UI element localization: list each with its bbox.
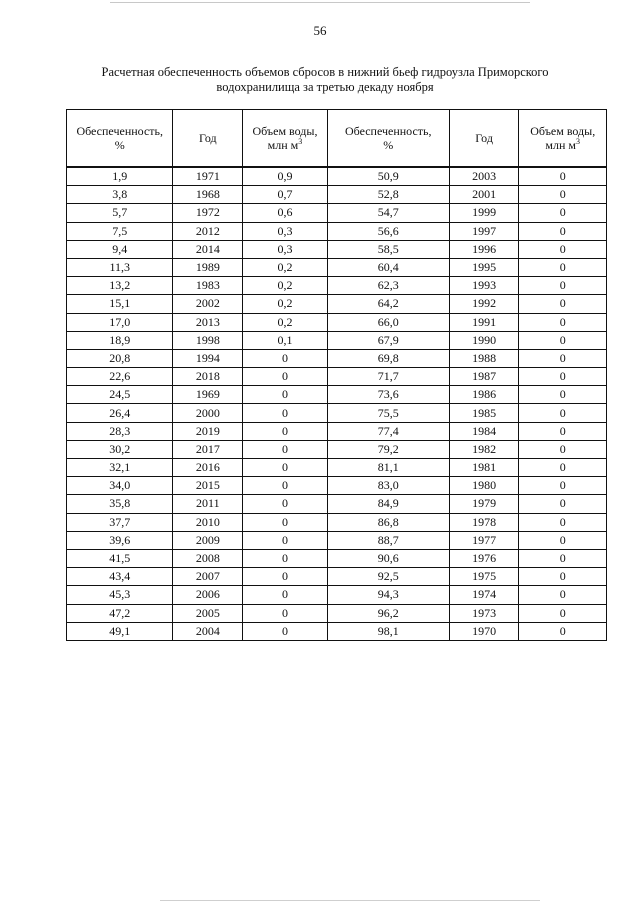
cell-probability-2: 94,3 xyxy=(327,586,449,604)
cell-volume-1: 0,7 xyxy=(243,186,328,204)
cell-volume-1: 0 xyxy=(243,368,328,386)
header-probability-1-line2: % xyxy=(114,138,125,152)
cell-probability-1: 30,2 xyxy=(67,440,173,458)
header-probability-2 xyxy=(327,110,449,168)
cell-probability-2: 69,8 xyxy=(327,349,449,367)
cell-probability-2: 50,9 xyxy=(327,167,449,186)
cell-volume-2: 0 xyxy=(519,368,607,386)
cell-year-2: 2001 xyxy=(449,186,519,204)
table-row xyxy=(67,386,607,404)
cell-probability-1: 43,4 xyxy=(67,568,173,586)
page-top-edge xyxy=(110,2,530,3)
table-row xyxy=(67,477,607,495)
cell-year-1: 1989 xyxy=(173,258,243,276)
cell-volume-1: 0,2 xyxy=(243,277,328,295)
table-row xyxy=(67,204,607,222)
header-volume-1-line2 xyxy=(243,138,327,152)
table-row xyxy=(67,604,607,622)
table-row xyxy=(67,368,607,386)
cell-year-2: 1979 xyxy=(449,495,519,513)
cell-volume-1: 0 xyxy=(243,495,328,513)
cell-probability-2: 62,3 xyxy=(327,277,449,295)
cell-probability-1: 15,1 xyxy=(67,295,173,313)
cell-volume-2: 0 xyxy=(519,295,607,313)
cell-volume-1: 0 xyxy=(243,586,328,604)
cell-probability-1: 45,3 xyxy=(67,586,173,604)
cell-year-1: 2014 xyxy=(173,240,243,258)
cell-year-2: 1984 xyxy=(449,422,519,440)
cell-probability-2: 84,9 xyxy=(327,495,449,513)
cell-volume-2: 0 xyxy=(519,404,607,422)
cell-year-1: 2013 xyxy=(173,313,243,331)
cell-year-1: 1994 xyxy=(173,349,243,367)
cell-year-1: 2010 xyxy=(173,513,243,531)
cell-volume-2: 0 xyxy=(519,477,607,495)
cell-year-1: 2017 xyxy=(173,440,243,458)
cell-year-2: 1970 xyxy=(449,622,519,640)
cell-volume-1: 0 xyxy=(243,513,328,531)
cell-year-1: 1971 xyxy=(173,167,243,186)
cell-volume-1: 0 xyxy=(243,604,328,622)
cell-year-1: 2009 xyxy=(173,531,243,549)
header-probability-1-line1: Обеспеченность, xyxy=(76,124,163,138)
cell-volume-1: 0,2 xyxy=(243,258,328,276)
cell-volume-2: 0 xyxy=(519,495,607,513)
cell-year-1: 1983 xyxy=(173,277,243,295)
table-row xyxy=(67,240,607,258)
cell-probability-2: 98,1 xyxy=(327,622,449,640)
cell-year-2: 1997 xyxy=(449,222,519,240)
cell-volume-1: 0 xyxy=(243,386,328,404)
cell-probability-1: 24,5 xyxy=(67,386,173,404)
cell-year-2: 1987 xyxy=(449,368,519,386)
cell-volume-2: 0 xyxy=(519,586,607,604)
cell-probability-2: 64,2 xyxy=(327,295,449,313)
cell-volume-1: 0 xyxy=(243,404,328,422)
cell-year-1: 1998 xyxy=(173,331,243,349)
table-row xyxy=(67,295,607,313)
header-volume-2 xyxy=(519,110,607,168)
table-row xyxy=(67,349,607,367)
cell-volume-1: 0,9 xyxy=(243,167,328,186)
table-row xyxy=(67,531,607,549)
cell-volume-1: 0 xyxy=(243,477,328,495)
cell-year-1: 2008 xyxy=(173,549,243,567)
cell-probability-1: 13,2 xyxy=(67,277,173,295)
cell-probability-1: 37,7 xyxy=(67,513,173,531)
cell-volume-1: 0,2 xyxy=(243,295,328,313)
cell-volume-2: 0 xyxy=(519,604,607,622)
cell-volume-1: 0 xyxy=(243,622,328,640)
cell-volume-2: 0 xyxy=(519,258,607,276)
cell-probability-2: 56,6 xyxy=(327,222,449,240)
header-year-2: Год xyxy=(449,110,519,168)
table-row xyxy=(67,313,607,331)
cell-volume-1: 0,6 xyxy=(243,204,328,222)
cell-year-2: 1977 xyxy=(449,531,519,549)
cell-year-2: 1976 xyxy=(449,549,519,567)
cell-probability-1: 28,3 xyxy=(67,422,173,440)
page-number: 56 xyxy=(313,23,327,38)
cell-volume-2: 0 xyxy=(519,331,607,349)
cell-year-1: 2002 xyxy=(173,295,243,313)
table-row xyxy=(67,186,607,204)
cell-volume-2: 0 xyxy=(519,622,607,640)
cell-volume-2: 0 xyxy=(519,186,607,204)
table-row xyxy=(67,459,607,477)
cell-volume-2: 0 xyxy=(519,531,607,549)
cell-year-2: 1985 xyxy=(449,404,519,422)
cell-probability-2: 54,7 xyxy=(327,204,449,222)
cell-year-2: 2003 xyxy=(449,167,519,186)
header-volume-1-sup: 3 xyxy=(298,137,303,146)
header-volume-1 xyxy=(243,110,328,168)
cell-year-2: 1980 xyxy=(449,477,519,495)
header-volume-1-line1: Объем воды, xyxy=(252,124,318,138)
cell-volume-2: 0 xyxy=(519,422,607,440)
cell-probability-2: 75,5 xyxy=(327,404,449,422)
cell-probability-2: 79,2 xyxy=(327,440,449,458)
table-row xyxy=(67,586,607,604)
cell-volume-2: 0 xyxy=(519,349,607,367)
cell-probability-1: 7,5 xyxy=(67,222,173,240)
table-row xyxy=(67,331,607,349)
cell-volume-1: 0,3 xyxy=(243,240,328,258)
cell-year-2: 1993 xyxy=(449,277,519,295)
cell-volume-2: 0 xyxy=(519,513,607,531)
table-body xyxy=(67,167,607,640)
header-volume-1-unit: млн м xyxy=(267,138,299,152)
cell-probability-2: 96,2 xyxy=(327,604,449,622)
cell-probability-2: 58,5 xyxy=(327,240,449,258)
cell-probability-2: 86,8 xyxy=(327,513,449,531)
cell-year-1: 2019 xyxy=(173,422,243,440)
cell-probability-1: 18,9 xyxy=(67,331,173,349)
cell-probability-1: 47,2 xyxy=(67,604,173,622)
cell-volume-1: 0 xyxy=(243,349,328,367)
table-row xyxy=(67,167,607,186)
cell-probability-2: 73,6 xyxy=(327,386,449,404)
cell-probability-1: 9,4 xyxy=(67,240,173,258)
cell-volume-2: 0 xyxy=(519,313,607,331)
cell-year-2: 1978 xyxy=(449,513,519,531)
cell-probability-2: 71,7 xyxy=(327,368,449,386)
cell-year-2: 1991 xyxy=(449,313,519,331)
cell-volume-2: 0 xyxy=(519,386,607,404)
table-row xyxy=(67,422,607,440)
title-line-1: Расчетная обеспеченность объемов сбросов в нижний бьеф гидроузла Приморского xyxy=(101,65,549,79)
cell-volume-2: 0 xyxy=(519,459,607,477)
header-volume-2-line1: Объем воды, xyxy=(530,124,596,138)
page-bottom-edge xyxy=(160,900,540,901)
cell-volume-1: 0 xyxy=(243,422,328,440)
cell-year-1: 2006 xyxy=(173,586,243,604)
cell-volume-1: 0 xyxy=(243,531,328,549)
cell-volume-1: 0,3 xyxy=(243,222,328,240)
table-row xyxy=(67,495,607,513)
cell-probability-1: 26,4 xyxy=(67,404,173,422)
cell-year-2: 1992 xyxy=(449,295,519,313)
cell-probability-2: 90,6 xyxy=(327,549,449,567)
cell-volume-1: 0 xyxy=(243,568,328,586)
cell-probability-2: 81,1 xyxy=(327,459,449,477)
cell-volume-2: 0 xyxy=(519,440,607,458)
header-row xyxy=(67,110,607,168)
cell-volume-2: 0 xyxy=(519,167,607,186)
cell-volume-1: 0,2 xyxy=(243,313,328,331)
cell-year-2: 1973 xyxy=(449,604,519,622)
cell-probability-1: 5,7 xyxy=(67,204,173,222)
cell-probability-1: 3,8 xyxy=(67,186,173,204)
header-probability-2-line1: Обеспеченность, xyxy=(344,124,432,138)
cell-probability-1: 11,3 xyxy=(67,258,173,276)
cell-volume-2: 0 xyxy=(519,240,607,258)
table-row xyxy=(67,440,607,458)
cell-year-1: 2015 xyxy=(173,477,243,495)
cell-probability-1: 17,0 xyxy=(67,313,173,331)
cell-probability-1: 49,1 xyxy=(67,622,173,640)
header-year-1: Год xyxy=(173,110,243,168)
header-volume-2-unit: млн м xyxy=(545,138,577,152)
header-volume-2-sup: 3 xyxy=(576,137,581,146)
cell-year-1: 1972 xyxy=(173,204,243,222)
cell-probability-1: 34,0 xyxy=(67,477,173,495)
table-row xyxy=(67,404,607,422)
cell-year-2: 1988 xyxy=(449,349,519,367)
title-line-2: водохранилища за третью декаду ноября xyxy=(216,80,434,94)
table-row xyxy=(67,258,607,276)
cell-year-2: 1981 xyxy=(449,459,519,477)
probability-table xyxy=(66,109,607,641)
cell-probability-2: 60,4 xyxy=(327,258,449,276)
table-row xyxy=(67,622,607,640)
cell-probability-2: 77,4 xyxy=(327,422,449,440)
cell-probability-1: 1,9 xyxy=(67,167,173,186)
cell-volume-1: 0 xyxy=(243,459,328,477)
cell-year-2: 1995 xyxy=(449,258,519,276)
table-row xyxy=(67,513,607,531)
cell-probability-1: 20,8 xyxy=(67,349,173,367)
cell-probability-2: 88,7 xyxy=(327,531,449,549)
cell-volume-2: 0 xyxy=(519,277,607,295)
header-probability-1 xyxy=(67,110,173,168)
cell-year-1: 1969 xyxy=(173,386,243,404)
cell-probability-2: 83,0 xyxy=(327,477,449,495)
cell-year-1: 2016 xyxy=(173,459,243,477)
cell-year-1: 2005 xyxy=(173,604,243,622)
cell-probability-1: 39,6 xyxy=(67,531,173,549)
cell-volume-2: 0 xyxy=(519,568,607,586)
cell-probability-1: 32,1 xyxy=(67,459,173,477)
table-title xyxy=(60,65,590,95)
cell-volume-2: 0 xyxy=(519,222,607,240)
cell-year-1: 2011 xyxy=(173,495,243,513)
cell-year-1: 2012 xyxy=(173,222,243,240)
cell-probability-1: 35,8 xyxy=(67,495,173,513)
cell-volume-1: 0,1 xyxy=(243,331,328,349)
cell-probability-1: 41,5 xyxy=(67,549,173,567)
cell-volume-2: 0 xyxy=(519,549,607,567)
cell-volume-1: 0 xyxy=(243,549,328,567)
cell-year-1: 2004 xyxy=(173,622,243,640)
cell-probability-2: 67,9 xyxy=(327,331,449,349)
cell-year-2: 1986 xyxy=(449,386,519,404)
cell-volume-1: 0 xyxy=(243,440,328,458)
cell-year-2: 1975 xyxy=(449,568,519,586)
cell-year-2: 1999 xyxy=(449,204,519,222)
cell-probability-2: 92,5 xyxy=(327,568,449,586)
cell-year-2: 1974 xyxy=(449,586,519,604)
header-probability-2-line2: % xyxy=(383,138,394,152)
cell-year-1: 1968 xyxy=(173,186,243,204)
cell-year-2: 1990 xyxy=(449,331,519,349)
cell-year-1: 2007 xyxy=(173,568,243,586)
cell-probability-2: 52,8 xyxy=(327,186,449,204)
cell-year-2: 1982 xyxy=(449,440,519,458)
cell-year-2: 1996 xyxy=(449,240,519,258)
cell-year-1: 2018 xyxy=(173,368,243,386)
cell-probability-2: 66,0 xyxy=(327,313,449,331)
cell-volume-2: 0 xyxy=(519,204,607,222)
header-volume-2-line2 xyxy=(519,138,606,152)
cell-probability-1: 22,6 xyxy=(67,368,173,386)
table-row xyxy=(67,549,607,567)
table-row xyxy=(67,568,607,586)
table-row xyxy=(67,277,607,295)
cell-year-1: 2000 xyxy=(173,404,243,422)
table-row xyxy=(67,222,607,240)
